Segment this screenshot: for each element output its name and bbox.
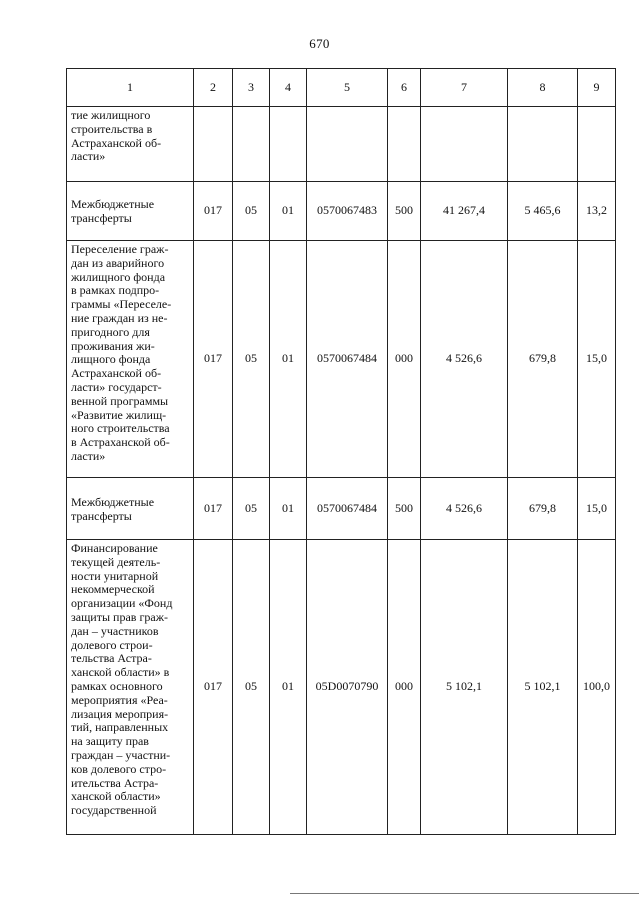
row-description — [67, 540, 194, 835]
cell-col-6 — [388, 107, 421, 182]
cell-col-2 — [194, 107, 233, 182]
description-line: ности унитарной — [71, 568, 159, 583]
description-line: венной программы — [71, 393, 169, 408]
cell-col-5: 0570067484 — [307, 478, 388, 540]
row-description — [67, 182, 194, 241]
description-line: ного строительства — [71, 421, 170, 436]
table-row — [67, 540, 616, 835]
cell-col-9: 15,0 — [578, 241, 616, 478]
cell-col-4: 01 — [270, 241, 307, 478]
table-row — [67, 107, 616, 182]
description-line: тий, направленных — [71, 720, 169, 735]
description-line: трансферты — [71, 211, 132, 225]
header-col-9: 9 — [578, 69, 616, 107]
cell-col-5: 0570067483 — [307, 182, 388, 241]
description-line: граждан – участни- — [71, 747, 171, 762]
page-number: 670 — [309, 36, 330, 51]
table-row — [67, 182, 616, 241]
cell-col-2: 017 — [194, 540, 233, 835]
description-line: ласти» — [71, 149, 106, 164]
description-line: жилищного фонда — [71, 269, 166, 284]
scan-edge-line — [290, 893, 639, 894]
description-line: защиты прав граж- — [71, 609, 168, 624]
table-row — [67, 241, 616, 478]
description-line: Астраханской об- — [71, 135, 162, 150]
header-col-2: 2 — [194, 69, 233, 107]
description-line: организации «Фонд — [71, 596, 173, 611]
cell-col-9: 15,0 — [578, 478, 616, 540]
row-description — [67, 478, 194, 540]
cell-col-8: 679,8 — [508, 478, 578, 540]
cell-col-4: 01 — [270, 540, 307, 835]
description-line: ние граждан из не- — [71, 310, 168, 325]
header-col-7: 7 — [421, 69, 508, 107]
cell-col-4 — [270, 107, 307, 182]
cell-col-4: 01 — [270, 182, 307, 241]
description-line: мероприятия «Реа- — [71, 692, 168, 707]
cell-col-9 — [578, 107, 616, 182]
description-line: дан – участников — [71, 623, 159, 638]
row-description — [67, 107, 194, 182]
cell-col-7: 4 526,6 — [421, 241, 508, 478]
cell-col-6: 000 — [388, 540, 421, 835]
description-line: лищного фонда — [71, 352, 151, 367]
description-line: граммы «Переселе- — [71, 297, 172, 312]
description-line: пригодного для — [71, 324, 150, 339]
cell-col-6: 500 — [388, 182, 421, 241]
description-line: долевого строи- — [71, 637, 153, 652]
header-col-1: 1 — [67, 69, 194, 107]
header-col-8: 8 — [508, 69, 578, 107]
description-line: в рамках подпро- — [71, 283, 160, 298]
cell-col-4: 01 — [270, 478, 307, 540]
description-line: проживания жи- — [71, 338, 155, 353]
description-line: Финансирование — [71, 541, 158, 555]
cell-col-3: 05 — [233, 241, 270, 478]
header-col-4: 4 — [270, 69, 307, 107]
description-line: в Астраханской об- — [71, 435, 170, 450]
description-line: ханской области» — [71, 789, 161, 804]
description-line: государственной — [71, 803, 157, 818]
cell-col-5 — [307, 107, 388, 182]
description-line: рамках основного — [71, 678, 163, 693]
cell-col-7: 4 526,6 — [421, 478, 508, 540]
description-line: на защиту прав — [71, 734, 149, 749]
cell-col-8: 679,8 — [508, 241, 578, 478]
cell-col-3: 05 — [233, 182, 270, 241]
description-line: Переселение граж- — [71, 242, 169, 256]
header-row — [67, 69, 616, 107]
cell-col-7: 5 102,1 — [421, 540, 508, 835]
cell-col-3: 05 — [233, 478, 270, 540]
cell-col-2: 017 — [194, 478, 233, 540]
header-col-5: 5 — [307, 69, 388, 107]
description-line: «Развитие жилищ- — [71, 407, 167, 422]
cell-col-3 — [233, 107, 270, 182]
cell-col-7: 41 267,4 — [421, 182, 508, 241]
description-line: ласти» — [71, 448, 106, 463]
cell-col-5: 05D0070790 — [307, 540, 388, 835]
description-line: тие жилищного — [71, 108, 151, 122]
cell-col-8 — [508, 107, 578, 182]
cell-col-7 — [421, 107, 508, 182]
cell-col-6: 000 — [388, 241, 421, 478]
description-line: Межбюджетные — [71, 494, 155, 509]
cell-col-5: 0570067484 — [307, 241, 388, 478]
table-row — [67, 478, 616, 540]
header-col-3: 3 — [233, 69, 270, 107]
cell-col-6: 500 — [388, 478, 421, 540]
cell-col-9: 13,2 — [578, 182, 616, 241]
cell-col-2: 017 — [194, 182, 233, 241]
row-description — [67, 241, 194, 478]
cell-col-2: 017 — [194, 241, 233, 478]
cell-col-8: 5 465,6 — [508, 182, 578, 241]
description-line: ханской области» в — [71, 665, 170, 680]
description-line: лизация мероприя- — [71, 706, 169, 721]
description-line: ласти» государст- — [71, 379, 162, 394]
description-line: Межбюджетные — [71, 197, 155, 212]
description-line: текущей деятель- — [71, 554, 161, 569]
description-line: ительства Астра- — [71, 775, 159, 790]
cell-col-9: 100,0 — [578, 540, 616, 835]
description-line: строительства в — [71, 121, 153, 136]
header-col-6: 6 — [388, 69, 421, 107]
description-line: тельства Астра- — [71, 651, 152, 666]
description-line: трансферты — [71, 508, 132, 523]
budget-table — [66, 68, 616, 835]
cell-col-3: 05 — [233, 540, 270, 835]
cell-col-8: 5 102,1 — [508, 540, 578, 835]
description-line: некоммерческой — [71, 582, 155, 597]
description-line: Астраханской об- — [71, 366, 162, 381]
description-line: ков долевого стро- — [71, 761, 167, 776]
description-line: дан из аварийного — [71, 255, 165, 270]
